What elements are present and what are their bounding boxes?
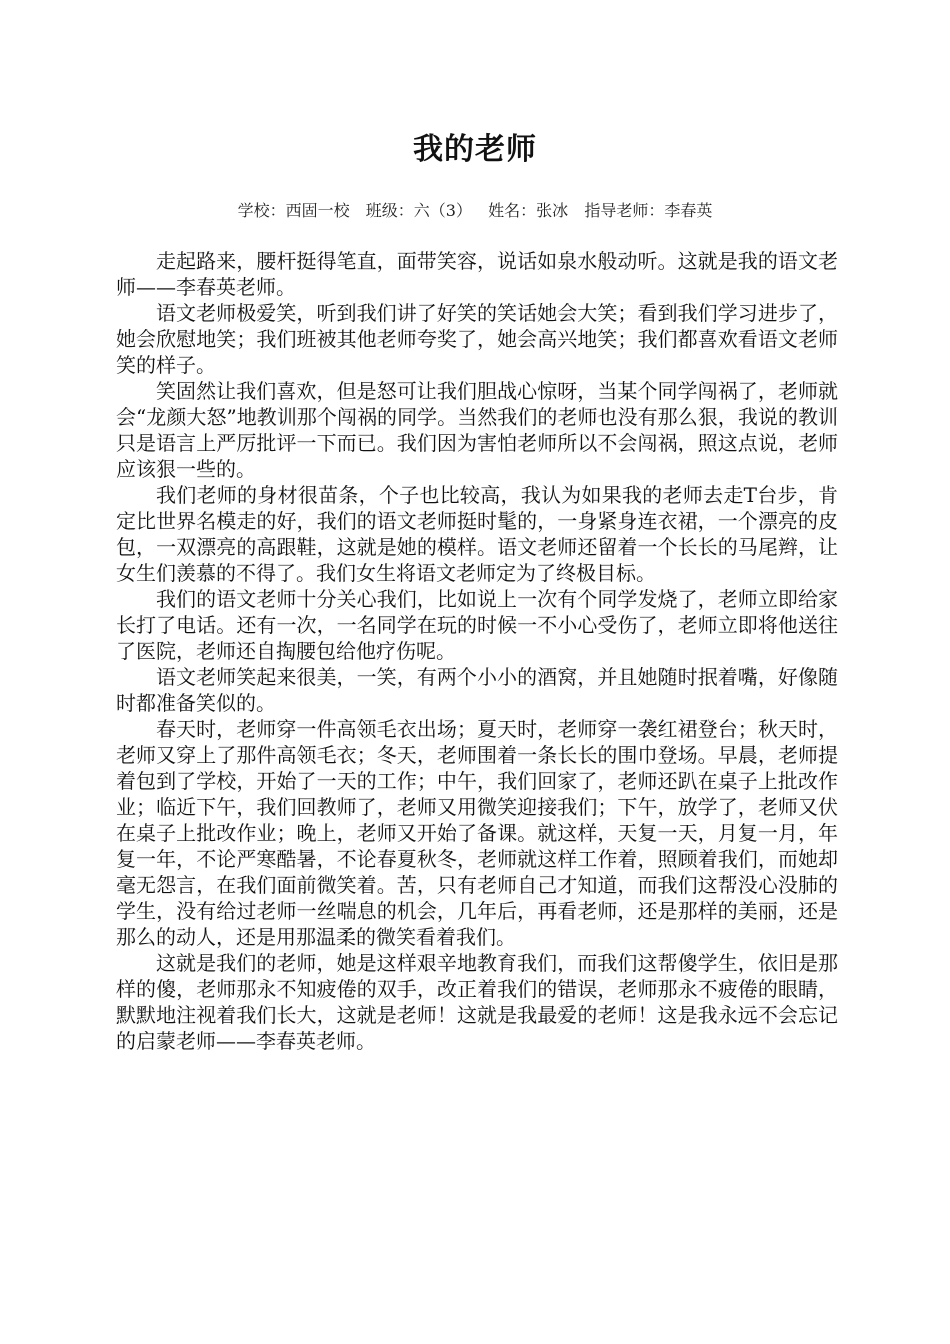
instructor-label: 指导老师：李春英	[584, 201, 713, 220]
paragraph: 走起路来，腰杆挺得笔直，面带笑容，说话如泉水般动听。这就是我的语文老师——李春英老师。	[116, 249, 838, 299]
school-label: 学校：西固一校	[237, 201, 350, 220]
paragraph: 我们的语文老师十分关心我们，比如说上一次有个同学发烧了，老师立即给家长打了电话。还有一次，一名同学在玩的时候一不小心受伤了，老师立即将他送往了医院，老师还自掏腰包给他疗伤呢。	[116, 587, 838, 663]
class-label: 班级：六（3）	[365, 201, 472, 220]
essay-body	[116, 248, 838, 1054]
author-info-line	[0, 198, 950, 224]
student-name-label: 姓名：张冰	[488, 201, 569, 220]
paragraph: 这就是我们的老师，她是这样艰辛地教育我们，而我们这帮傻学生，依旧是那样的傻，老师那永不知疲倦的双手，改正着我们的错误，老师那永不疲倦的眼睛，默默地注视着我们长大，这就是老师！这就是我最爱的老师！这是我永远不会忘记的启蒙老师——李春英老师。	[116, 951, 838, 1053]
paragraph: 我们老师的身材很苗条，个子也比较高，我认为如果我的老师去走T台步，肯定比世界名模走的好，我们的语文老师挺时髦的，一身紧身连衣裙，一个漂亮的皮包，一双漂亮的高跟鞋，这就是她的模样。语文老师还留着一个长长的马尾辫，让女生们羡慕的不得了。我们女生将语文老师定为了终极目标。	[116, 483, 838, 585]
paragraph: 春天时，老师穿一件高领毛衣出场；夏天时，老师穿一袭红裙登台；秋天时，老师又穿上了那件高领毛衣；冬天，老师围着一条长长的围巾登场。早晨，老师提着包到了学校，开始了一天的工作；中午，我们回家了，老师还趴在桌子上批改作业；临近下午，我们回教师了，老师又用微笑迎接我们；下午，放学了，老师又伏在桌子上批改作业；晚上，老师又开始了备课。就这样，天复一天，月复一月，年复一年，不论严寒酷暑，不论春夏秋冬，老师就这样工作着，照顾着我们，而她却毫无怨言，在我们面前微笑着。苦，只有老师自己才知道，而我们这帮没心没肺的学生，没有给过老师一丝喘息的机会，几年后，再看老师，还是那样的美丽，还是那么的动人，还是用那温柔的微笑看着我们。	[116, 717, 838, 949]
paragraph: 笑固然让我们喜欢，但是怒可让我们胆战心惊呀，当某个同学闯祸了，老师就会“龙颜大怒”地教训那个闯祸的同学。当然我们的老师也没有那么狠，我说的教训只是语言上严厉批评一下而已。我们因为害怕老师所以不会闯祸，照这点说，老师应该狠一些的。	[116, 379, 838, 481]
document-title: 我的老师	[413, 132, 537, 167]
paragraph: 语文老师极爱笑，听到我们讲了好笑的笑话她会大笑；看到我们学习进步了，她会欣慰地笑；我们班被其他老师夸奖了，她会高兴地笑；我们都喜欢看语文老师笑的样子。	[116, 301, 838, 377]
paragraph: 语文老师笑起来很美，一笑，有两个小小的酒窝，并且她随时抿着嘴，好像随时都准备笑似的。	[116, 665, 838, 715]
